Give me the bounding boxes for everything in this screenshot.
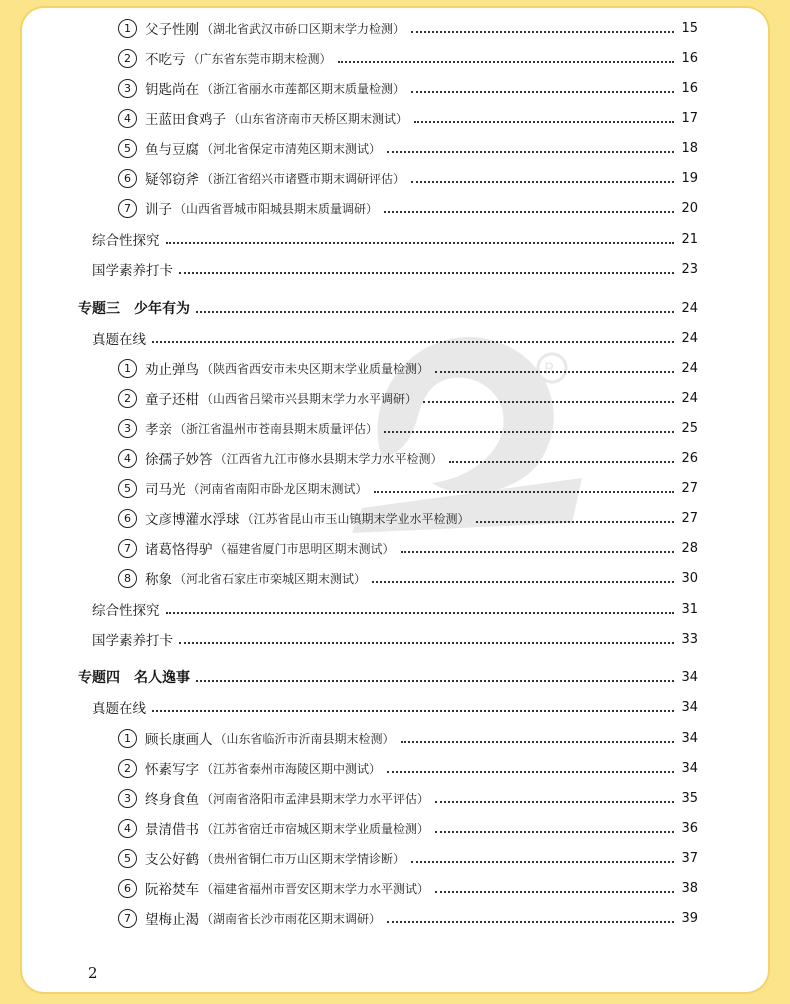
entry-number-circle: 7	[118, 539, 137, 558]
entry-number-circle: 5	[118, 139, 137, 158]
toc-entry	[118, 16, 698, 40]
entry-source: （河南省洛阳市孟津县期末学力水平评估）	[201, 791, 430, 806]
entry-page-number: 27	[681, 510, 698, 526]
entry-source: （湖北省武汉市硚口区期末学力检测）	[201, 21, 406, 36]
entry-page-number: 24	[681, 330, 698, 346]
entry-source: （贵州省铜仁市万山区期末学情诊断）	[201, 851, 406, 866]
dot-leader	[338, 61, 674, 63]
entry-page-number: 18	[681, 140, 698, 156]
dot-leader	[476, 521, 674, 523]
entry-title: 疑邻窃斧	[145, 172, 199, 188]
entry-title: 诸葛恪得驴	[145, 542, 213, 558]
dot-leader	[411, 31, 674, 33]
toc-entry	[118, 46, 698, 70]
entry-title: 钥匙尚在	[145, 82, 199, 98]
toc-entry	[118, 726, 698, 750]
entry-page-number: 15	[681, 20, 698, 36]
entry-page-number: 27	[681, 480, 698, 496]
entry-number-circle: 5	[118, 849, 137, 868]
entry-page-number: 36	[681, 820, 698, 836]
entry-page-number: 19	[681, 170, 698, 186]
entry-page-number: 24	[681, 390, 698, 406]
page-number: 2	[88, 964, 98, 982]
toc-topic	[78, 296, 698, 320]
entry-title: 孝亲	[145, 422, 172, 438]
entry-page-number: 33	[681, 631, 698, 647]
entry-page-number: 37	[681, 850, 698, 866]
entry-number-circle: 7	[118, 199, 137, 218]
toc-entry	[118, 356, 698, 380]
entry-title: 国学素养打卡	[92, 263, 173, 279]
entry-title: 专题三 少年有为	[78, 301, 190, 317]
toc-entry	[118, 756, 698, 780]
dot-leader	[196, 680, 674, 682]
toc-topic	[78, 665, 698, 689]
entry-number-circle: 2	[118, 49, 137, 68]
toc-entry	[118, 506, 698, 530]
entry-source: （山东省济南市天桥区期末测试）	[228, 111, 409, 126]
toc-entry	[118, 476, 698, 500]
toc-entry	[118, 906, 698, 930]
dot-leader	[387, 151, 674, 153]
entry-number-circle: 6	[118, 169, 137, 188]
toc-entry	[118, 136, 698, 160]
entry-number-circle: 6	[118, 879, 137, 898]
entry-source: （浙江省温州市苍南县期末质量评估）	[174, 421, 379, 436]
entry-page-number: 34	[681, 699, 698, 715]
entry-source: （河北省石家庄市栾城区期末测试）	[174, 571, 367, 586]
entry-title: 不吃亏	[145, 52, 186, 68]
entry-source: （河南省南阳市卧龙区期末测试）	[187, 481, 368, 496]
entry-page-number: 31	[681, 601, 698, 617]
dot-leader	[196, 311, 674, 313]
entry-title: 徐孺子妙答	[145, 452, 213, 468]
dot-leader	[152, 341, 674, 343]
toc-entry	[118, 196, 698, 220]
entry-number-circle: 4	[118, 819, 137, 838]
dot-leader	[384, 431, 674, 433]
entry-title: 综合性探究	[92, 233, 160, 249]
entry-number-circle: 4	[118, 109, 137, 128]
entry-page-number: 34	[681, 760, 698, 776]
entry-page-number: 16	[681, 80, 698, 96]
toc-entry	[118, 386, 698, 410]
dot-leader	[435, 801, 674, 803]
entry-source: （福建省厦门市思明区期末测试）	[214, 541, 395, 556]
toc-entry	[118, 876, 698, 900]
entry-page-number: 35	[681, 790, 698, 806]
entry-title: 国学素养打卡	[92, 633, 173, 649]
toc-entry	[118, 536, 698, 560]
toc-section	[92, 227, 698, 251]
entry-title: 父子性刚	[145, 22, 199, 38]
entry-title: 阮裕焚车	[145, 882, 199, 898]
entry-title: 综合性探究	[92, 603, 160, 619]
entry-number-circle: 8	[118, 569, 137, 588]
entry-number-circle: 4	[118, 449, 137, 468]
entry-page-number: 39	[681, 910, 698, 926]
entry-number-circle: 3	[118, 789, 137, 808]
entry-page-number: 24	[681, 360, 698, 376]
entry-page-number: 28	[681, 540, 698, 556]
dot-leader	[411, 861, 674, 863]
entry-page-number: 34	[681, 669, 698, 685]
dot-leader	[179, 642, 674, 644]
dot-leader	[152, 710, 674, 712]
toc-entry	[118, 566, 698, 590]
entry-page-number: 21	[681, 231, 698, 247]
entry-page-number: 38	[681, 880, 698, 896]
entry-page-number: 23	[681, 261, 698, 277]
dot-leader	[166, 612, 675, 614]
entry-number-circle: 1	[118, 729, 137, 748]
entry-source: （江苏省泰州市海陵区期中测试）	[201, 761, 382, 776]
dot-leader	[411, 91, 674, 93]
entry-number-circle: 3	[118, 79, 137, 98]
entry-title: 支公好鹤	[145, 852, 199, 868]
dot-leader	[435, 371, 674, 373]
entry-title: 文彦博灌水浮球	[145, 512, 240, 528]
entry-source: （福建省福州市晋安区期末学力水平测试）	[201, 881, 430, 896]
entry-title: 望梅止渴	[145, 912, 199, 928]
entry-source: （江苏省宿迁市宿城区期末学业质量检测）	[201, 821, 430, 836]
entry-source: （河北省保定市清苑区期末测试）	[201, 141, 382, 156]
entry-source: （浙江省丽水市莲都区期末质量检测）	[201, 81, 406, 96]
toc-entry	[118, 166, 698, 190]
dot-leader	[387, 921, 674, 923]
entry-source: （山西省吕梁市兴县期末学力水平调研）	[201, 391, 418, 406]
dot-leader	[411, 181, 674, 183]
toc-section	[92, 597, 698, 621]
entry-number-circle: 2	[118, 759, 137, 778]
entry-page-number: 24	[681, 300, 698, 316]
dot-leader	[435, 891, 674, 893]
dot-leader	[435, 831, 674, 833]
entry-number-circle: 2	[118, 389, 137, 408]
toc-entry	[118, 416, 698, 440]
entry-title: 称象	[145, 572, 172, 588]
toc-section	[92, 627, 698, 651]
toc-entry	[118, 816, 698, 840]
toc-entry	[118, 106, 698, 130]
entry-page-number: 25	[681, 420, 698, 436]
dot-leader	[401, 741, 674, 743]
entry-title: 景清借书	[145, 822, 199, 838]
entry-page-number: 26	[681, 450, 698, 466]
entry-number-circle: 6	[118, 509, 137, 528]
entry-title: 鱼与豆腐	[145, 142, 199, 158]
dot-leader	[387, 771, 674, 773]
toc-entry	[118, 846, 698, 870]
entry-page-number: 20	[681, 200, 698, 216]
entry-title: 王蓝田食鸡子	[145, 112, 226, 128]
entry-page-number: 34	[681, 730, 698, 746]
dot-leader	[423, 401, 674, 403]
entry-title: 顾长康画人	[145, 732, 213, 748]
entry-source: （湖南省长沙市雨花区期末调研）	[201, 911, 382, 926]
entry-source: （江苏省昆山市玉山镇期末学业水平检测）	[241, 511, 470, 526]
entry-page-number: 16	[681, 50, 698, 66]
toc-entry	[118, 786, 698, 810]
dot-leader	[374, 491, 674, 493]
entry-number-circle: 5	[118, 479, 137, 498]
svg-text:R: R	[544, 359, 556, 378]
dot-leader	[414, 121, 674, 123]
entry-page-number: 30	[681, 570, 698, 586]
entry-number-circle: 3	[118, 419, 137, 438]
dot-leader	[449, 461, 674, 463]
entry-title: 真题在线	[92, 701, 146, 717]
entry-page-number: 17	[681, 110, 698, 126]
dot-leader	[384, 211, 674, 213]
dot-leader	[179, 272, 674, 274]
entry-title: 童子还柑	[145, 392, 199, 408]
dot-leader	[372, 581, 674, 583]
entry-number-circle: 1	[118, 19, 137, 38]
entry-title: 司马光	[145, 482, 186, 498]
entry-title: 真题在线	[92, 332, 146, 348]
dot-leader	[401, 551, 674, 553]
entry-title: 终身食鱼	[145, 792, 199, 808]
entry-title: 劝止弹鸟	[145, 362, 199, 378]
entry-source: （山东省临沂市沂南县期末检测）	[214, 731, 395, 746]
entry-number-circle: 1	[118, 359, 137, 378]
entry-source: （江西省九江市修水县期末学力水平检测）	[214, 451, 443, 466]
toc-section	[92, 695, 698, 719]
toc-entry	[118, 76, 698, 100]
entry-source: （浙江省绍兴市诸暨市期末调研评估）	[201, 171, 406, 186]
toc-section	[92, 326, 698, 350]
toc-page	[22, 8, 768, 992]
dot-leader	[166, 242, 675, 244]
toc-section	[92, 257, 698, 281]
entry-source: （陕西省西安市未央区期末学业质量检测）	[201, 361, 430, 376]
entry-source: （山西省晋城市阳城县期末质量调研）	[174, 201, 379, 216]
entry-source: （广东省东莞市期末检测）	[187, 51, 332, 66]
entry-title: 专题四 名人逸事	[78, 670, 190, 686]
entry-number-circle: 7	[118, 909, 137, 928]
entry-title: 怀素写字	[145, 762, 199, 778]
entry-title: 训子	[145, 202, 172, 218]
toc-entry	[118, 446, 698, 470]
